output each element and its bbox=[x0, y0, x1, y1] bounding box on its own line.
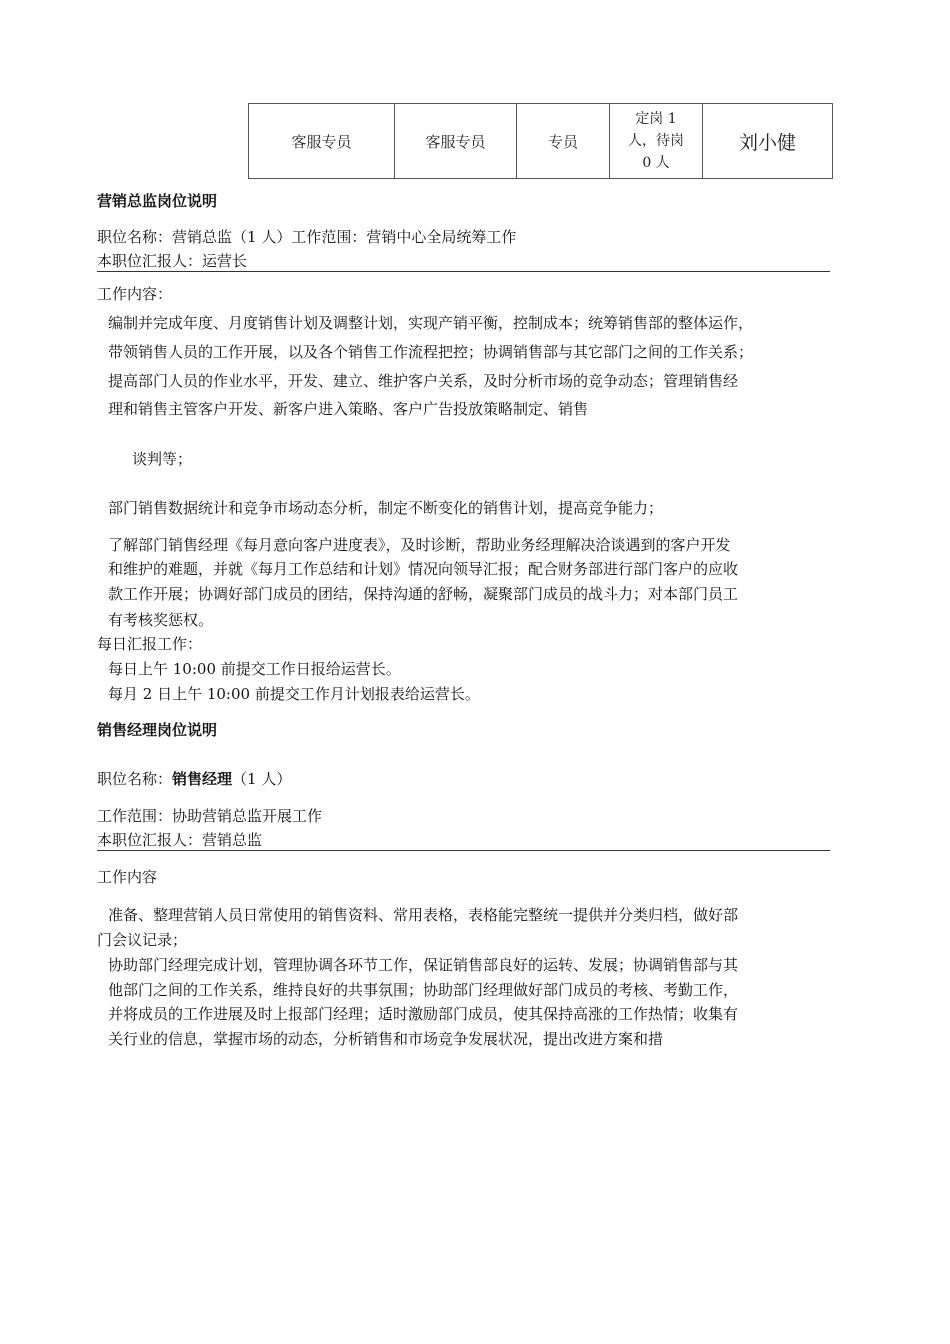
manager-title-line bbox=[97, 768, 291, 789]
manager-para1-line: 准备、整理营销人员日常使用的销售资料、常用表格，表格能完整统一提供并分类归档，做好部 bbox=[108, 906, 739, 924]
section-divider bbox=[97, 271, 830, 272]
director-para1-line: 提高部门人员的作业水平，开发、建立、维护客户关系，及时分析市场的竞争动态；管理销售经 bbox=[108, 372, 739, 390]
roster-cell-quota bbox=[610, 104, 703, 179]
manager-title-name: 销售经理 bbox=[172, 770, 233, 788]
roster-quota-line: 人，待岗 bbox=[628, 133, 684, 149]
director-daily-label: 每日汇报工作： bbox=[97, 635, 203, 653]
manager-para2-line: 关行业的信息，掌握市场的动态，分析销售和市场竞争发展状况，提出改进方案和措 bbox=[108, 1030, 664, 1048]
director-para1-line: 编制并完成年度、月度销售计划及调整计划，实现产销平衡，控制成本；统筹销售部的整体运作， bbox=[108, 314, 754, 332]
director-title-line: 职位名称：营销总监（1 人）工作范围：营销中心全局统筹工作 bbox=[97, 228, 517, 246]
roster-quota-line: 定岗 1 bbox=[635, 111, 677, 127]
roster-cell-position-name: 客服专员 bbox=[395, 104, 517, 179]
roster-cell-position: 客服专员 bbox=[249, 104, 395, 179]
director-para3-line: 和维护的难题，并就《每月工作总结和计划》情况向领导汇报；配合财务部进行部门客户的应收 bbox=[108, 560, 739, 578]
director-content-label: 工作内容： bbox=[97, 285, 173, 303]
manager-title-suffix: （1 人） bbox=[232, 770, 292, 788]
director-para1-tail: 谈判等； bbox=[132, 450, 193, 468]
manager-heading: 销售经理岗位说明 bbox=[97, 721, 218, 739]
section-divider bbox=[97, 850, 830, 851]
director-para3-line: 有考核奖惩权。 bbox=[108, 611, 214, 629]
manager-report-line: 本职位汇报人：营销总监 bbox=[97, 831, 263, 849]
director-report-line: 本职位汇报人：运营长 bbox=[97, 252, 248, 270]
manager-para2-line: 并将成员的工作进展及时上报部门经理；适时激励部门成员，使其保持高涨的工作热情；收集有 bbox=[108, 1005, 739, 1023]
director-daily-item: 每日上午 10:00 前提交工作日报给运营长。 bbox=[108, 660, 401, 678]
manager-para2-line: 他部门之间的工作关系，维持良好的共事氛围；协助部门经理做好部门成员的考核、考勤工作， bbox=[108, 981, 739, 999]
director-heading: 营销总监岗位说明 bbox=[97, 192, 218, 210]
director-para1-line: 理和销售主管客户开发、新客户进入策略、客户广告投放策略制定、销售 bbox=[108, 400, 589, 418]
table-row bbox=[249, 104, 833, 179]
director-para3-line: 款工作开展；协调好部门成员的团结，保持沟通的舒畅，凝聚部门成员的战斗力；对本部门员工 bbox=[108, 585, 739, 603]
manager-para1-line: 门会议记录； bbox=[97, 931, 188, 949]
director-para3-line: 了解部门销售经理《每月意向客户进度表》，及时诊断，帮助业务经理解决洽谈遇到的客户开发 bbox=[108, 536, 731, 554]
roster-cell-level: 专员 bbox=[517, 104, 610, 179]
director-para1-line: 带领销售人员的工作开展，以及各个销售工作流程把控；协调销售部与其它部门之间的工作关系； bbox=[108, 343, 754, 361]
manager-scope-line: 工作范围：协助营销总监开展工作 bbox=[97, 807, 323, 825]
roster-table bbox=[248, 103, 833, 179]
roster-quota-line: 0 人 bbox=[642, 155, 670, 171]
manager-title-prefix: 职位名称： bbox=[97, 770, 173, 788]
manager-content-label: 工作内容 bbox=[97, 868, 158, 886]
director-daily-item: 每月 2 日上午 10:00 前提交工作月计划报表给运营长。 bbox=[108, 685, 480, 703]
roster-cell-person: 刘小健 bbox=[703, 104, 833, 179]
manager-para2-line: 协助部门经理完成计划，管理协调各环节工作，保证销售部良好的运转、发展；协调销售部与其 bbox=[108, 956, 739, 974]
director-para2: 部门销售数据统计和竞争市场动态分析，制定不断变化的销售计划，提高竞争能力； bbox=[108, 499, 664, 517]
